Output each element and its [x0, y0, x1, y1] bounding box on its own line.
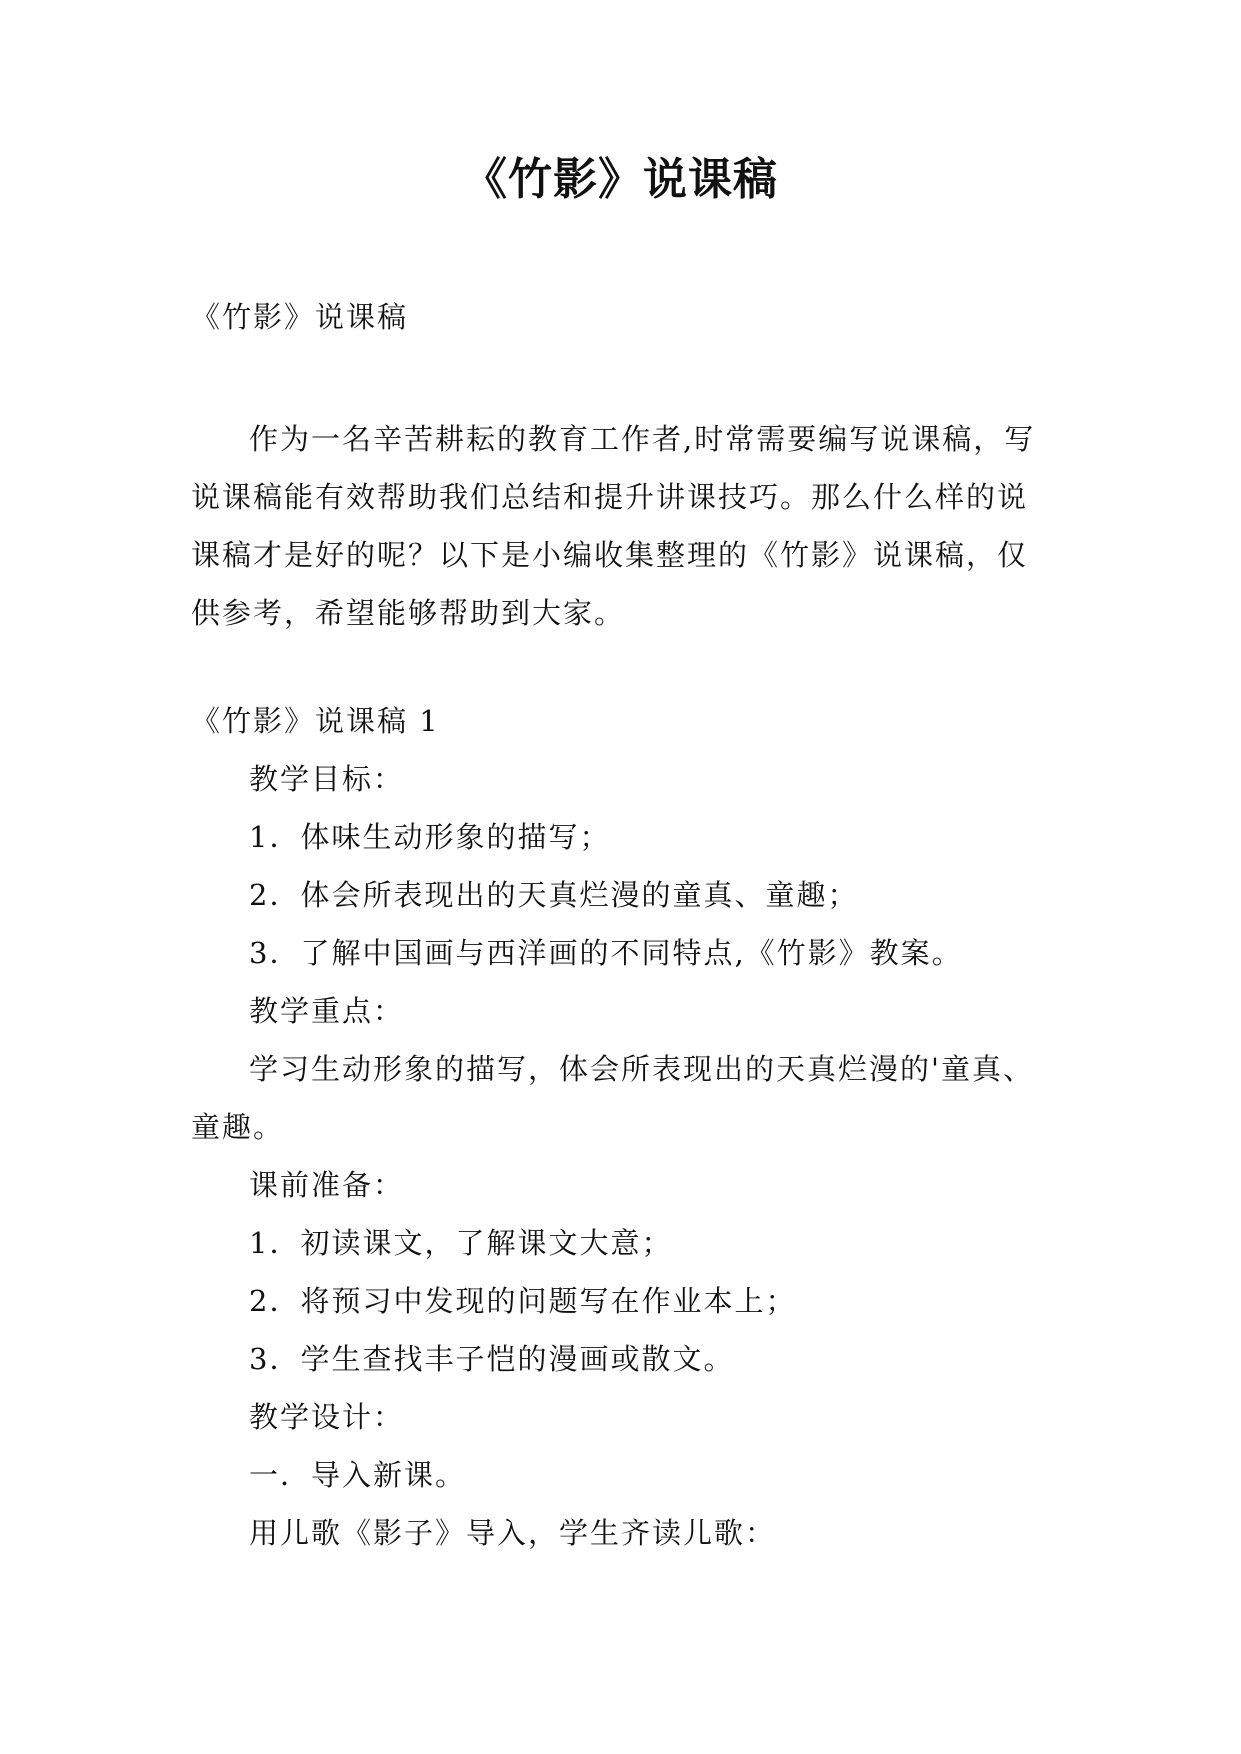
prep-item-1: 1．初读课文，了解课文大意； [249, 1226, 673, 1260]
document-body [191, 288, 1049, 1562]
teaching-focus-text: 学习生动形象的描写，体会所表现出的天真烂漫的'童真、童趣。 [191, 1052, 1034, 1144]
heading-preparation: 课前准备： [249, 1168, 405, 1202]
design-step-1-text: 用儿歌《影子》导入，学生齐读儿歌： [249, 1516, 777, 1550]
goal-item-2: 2．体会所表现出的天真烂漫的童真、童趣； [249, 878, 859, 912]
document-title: 《竹影》说课稿 [463, 154, 778, 205]
heading-teaching-goals: 教学目标： [249, 762, 405, 796]
prep-item-2: 2．将预习中发现的问题写在作业本上； [249, 1284, 797, 1318]
prep-item-3: 3．学生查找丰子恺的漫画或散文。 [249, 1342, 735, 1376]
heading-teaching-design: 教学设计： [249, 1400, 405, 1434]
design-step-1: 一．导入新课。 [249, 1458, 467, 1492]
goal-item-3: 3．了解中国画与西洋画的不同特点,《竹影》教案。 [249, 936, 963, 970]
goal-item-1: 1．体味生动形象的描写； [249, 820, 611, 854]
document-subtitle: 《竹影》说课稿 [191, 300, 409, 334]
heading-teaching-focus: 教学重点： [249, 994, 405, 1028]
section-title: 《竹影》说课稿 1 [191, 704, 440, 738]
intro-paragraph: 作为一名辛苦耕耘的教育工作者,时常需要编写说课稿，写说课稿能有效帮助我们总结和提升讲课技巧。那么什么样的说课稿才是好的呢？以下是小编收集整理的《竹影》说课稿，仅供参考，希望能够帮助到大家。 [191, 422, 1036, 630]
